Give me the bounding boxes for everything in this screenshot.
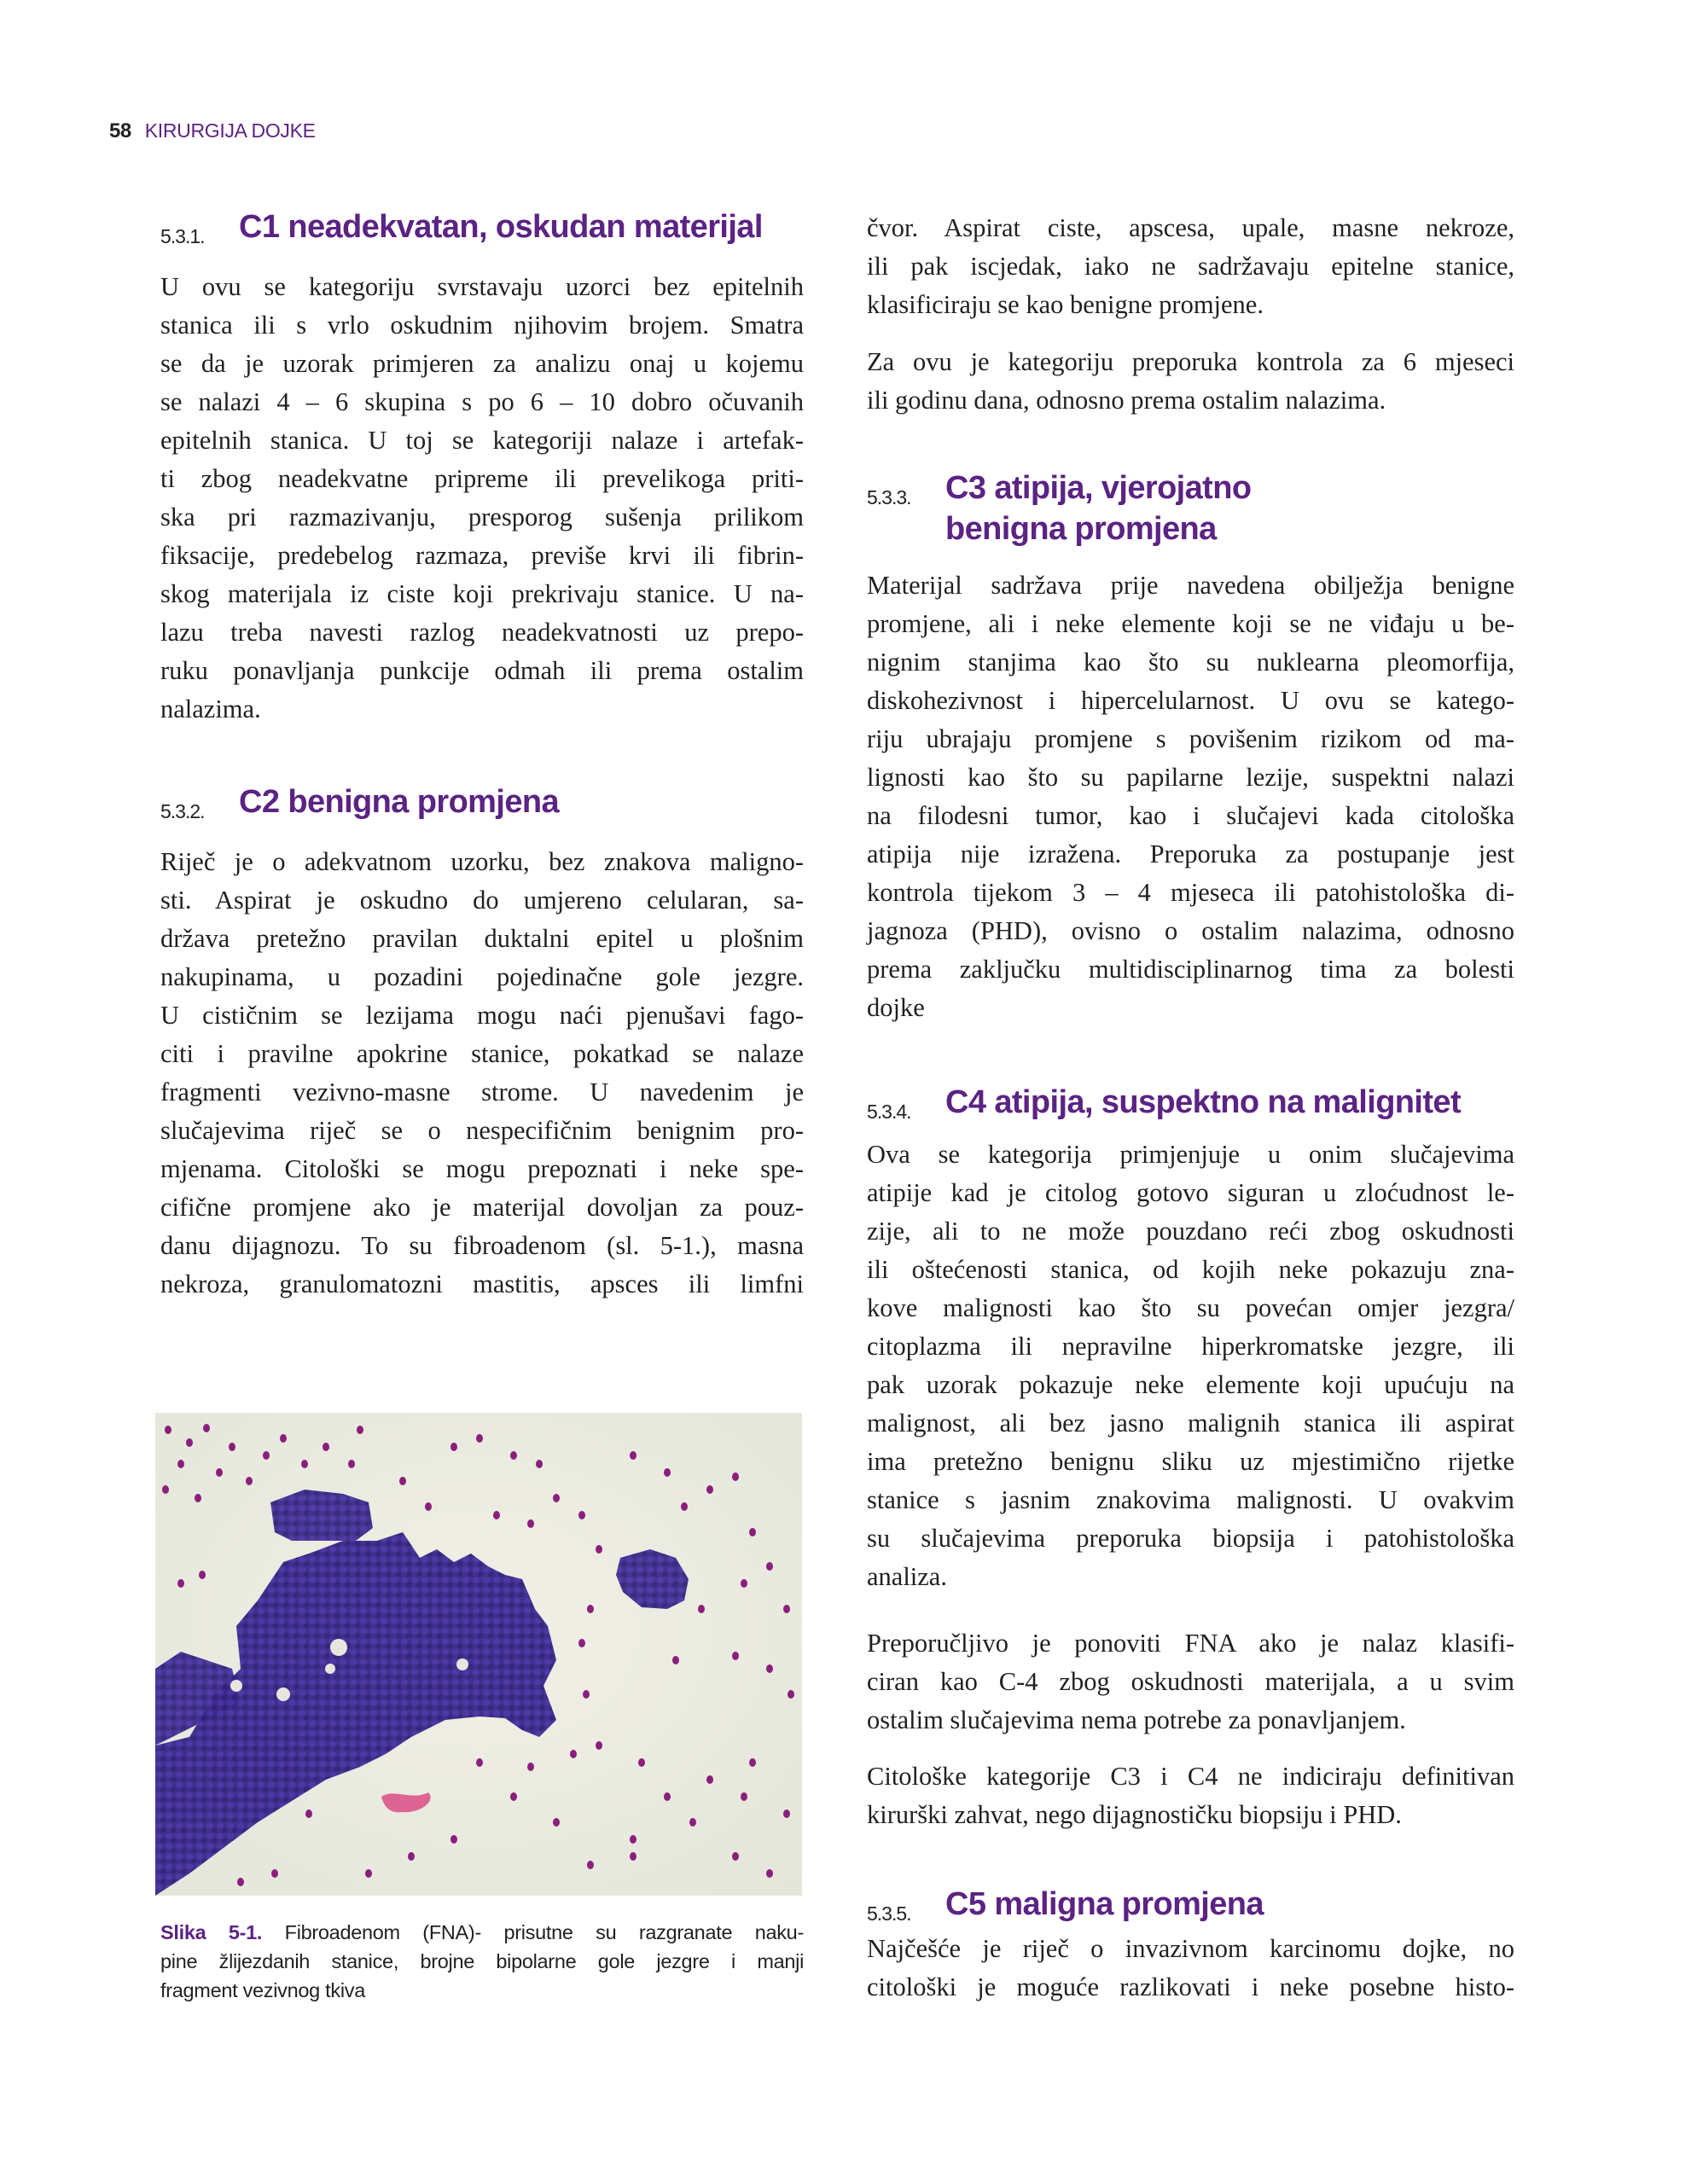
text-line: su slučajevima preporuka biopsija i patohistološka	[867, 1524, 1514, 1553]
caption-line: fragment vezivnog tkiva	[160, 1979, 365, 2001]
text-line: fragmenti vezivno-masne strome. U navedenim je	[160, 1077, 804, 1107]
text-line: ili godinu dana, odnosno prema ostalim nalazima.	[867, 386, 1386, 415]
text-line: Riječ je o adekvatnom uzorku, bez znakova maligno-	[160, 847, 804, 876]
text-line: dojke	[867, 993, 925, 1022]
figure-5-1-micrograph	[155, 1413, 802, 1896]
text-line: fiksacije, predebelog razmaza, previše krvi ili fibrin-	[160, 541, 804, 570]
text-line: analiza.	[867, 1562, 947, 1591]
figure-label: Slika 5-1.	[160, 1921, 263, 1943]
text-line: kontrola tijekom 3 – 4 mjeseca ili patohistološka di-	[867, 878, 1514, 907]
section-title-line-2: benigna promjena	[945, 511, 1217, 547]
text-line: nalazima.	[160, 694, 261, 723]
text-line: citološki je moguće razlikovati i neke posebne histo-	[867, 1972, 1514, 2001]
text-line: prema zaključku multidisciplinarnog tima za bolesti	[867, 955, 1514, 984]
text-line: Materijal sadržava prije navedena obilježja benigne	[867, 571, 1514, 600]
text-line: U cističnim se lezijama mogu naći pjenušavi fago-	[160, 1001, 804, 1030]
text-line: ili pak iscjedak, iako ne sadržavaju epitelne stanice,	[867, 252, 1514, 281]
text-line: citi i pravilne apokrine stanice, pokatkad se nalaze	[160, 1039, 804, 1068]
text-line: kirurški zahvat, nego dijagnostičku biopsiju i PHD.	[867, 1800, 1402, 1829]
section-number: 5.3.1.	[160, 225, 205, 247]
text-line: pak uzorak pokazuje neke elemente koji upućuju na	[867, 1370, 1514, 1399]
text-line: promjene, ali i neke elemente koji se ne viđaju u be-	[867, 609, 1514, 638]
section-title: C1 neadekvatan, oskudan materijal	[239, 209, 763, 245]
section-number: 5.3.3.	[867, 486, 911, 508]
text-line: lazu treba navesti razlog neadekvatnosti uz prepo-	[160, 618, 804, 647]
section-number: 5.3.2.	[160, 800, 205, 822]
text-line: stanice s jasnim znakovima malignosti. U ovakvim	[867, 1485, 1514, 1514]
text-line: se da je uzorak primjeren za analizu onaj u kojemu	[160, 349, 804, 378]
text-line: cifične promjene ako je materijal dovoljan za pouz-	[160, 1193, 804, 1222]
caption-text: Fibroadenom (FNA)- prisutne su razgranate naku-	[262, 1921, 804, 1943]
section-number: 5.3.4.	[867, 1101, 911, 1123]
text-line: stanica ili s vrlo oskudnim njihovim brojem. Smatra	[160, 311, 804, 340]
text-line: Citološke kategorije C3 i C4 ne indiciraju definitivan	[867, 1762, 1514, 1791]
caption-line: pine žlijezdanih stanice, brojne bipolarne gole jezgre i manji	[160, 1950, 804, 1972]
text-line: ciran kao C-4 zbog oskudnosti materijala, a u svim	[867, 1667, 1514, 1696]
text-line: ti zbog neadekvatne pripreme ili prevelikoga priti-	[160, 464, 804, 493]
text-line: Za ovu je kategoriju preporuka kontrola za 6 mjeseci	[867, 347, 1514, 376]
text-line: se nalazi 4 – 6 skupina s po 6 – 10 dobro očuvanih	[160, 387, 804, 416]
text-line: Najčešće je riječ o invazivnom karcinomu dojke, no	[867, 1934, 1514, 1963]
text-line: nignim stanjima kao što su nuklearna pleomorfija,	[867, 648, 1514, 677]
running-head	[109, 119, 316, 145]
text-line: sti. Aspirat je oskudno do umjereno celularan, sa-	[160, 886, 804, 915]
section-title-line-1: C3 atipija, vjerojatno	[945, 470, 1252, 506]
text-line: Preporučljivo je ponoviti FNA ako je nalaz klasifi-	[867, 1629, 1514, 1658]
section-title: C5 maligna promjena	[945, 1886, 1264, 1922]
text-line: kove malignosti kao što su povećan omjer jezgra/	[867, 1293, 1514, 1322]
text-line: ska pri razmazivanju, presporog sušenja prilikom	[160, 502, 804, 531]
text-line: jagnoza (PHD), ovisno o ostalim nalazima, odnosno	[867, 916, 1514, 945]
text-line: ruku ponavljanja punkcije odmah ili prema ostalim	[160, 656, 804, 685]
text-line: nekroza, granulomatozni mastitis, apsces ili limfni	[160, 1269, 804, 1298]
text-line: danu dijagnozu. To su fibroadenom (sl. 5-1.), masna	[160, 1231, 804, 1260]
section-number: 5.3.5.	[867, 1902, 911, 1925]
text-line: epitelnih stanica. U toj se kategoriji nalaze i artefak-	[160, 426, 804, 455]
text-line: atipije kad je citolog gotovo siguran u zloćudnost le-	[867, 1178, 1514, 1207]
text-line: skog materijala iz ciste koji prekrivaju stanice. U na-	[160, 579, 804, 608]
text-line: citoplazma ili nepravilne hiperkromatske jezgre, ili	[867, 1332, 1514, 1361]
text-line: lignosti kao što su papilarne lezije, suspektni nalazi	[867, 763, 1514, 792]
text-line: ostalim slučajevima nema potrebe za ponavljanjem.	[867, 1705, 1406, 1734]
book-title: KIRURGIJA DOJKE	[144, 119, 316, 142]
section-title: C2 benigna promjena	[239, 784, 560, 820]
text-line: U ovu se kategoriju svrstavaju uzorci bez epitelnih	[160, 272, 804, 301]
text-line: mjenama. Citološki se mogu prepoznati i neke spe-	[160, 1154, 804, 1183]
text-line: slučajevima riječ se o nespecifičnim benignim pro-	[160, 1116, 804, 1145]
text-line: klasificiraju se kao benigne promjene.	[867, 290, 1264, 319]
text-line: malignost, ali bez jasno malignih stanica ili aspirat	[867, 1409, 1514, 1438]
text-line: ima pretežno benignu sliku uz mjestimično rijetke	[867, 1447, 1514, 1476]
text-line: atipija nije izražena. Preporuka za postupanje jest	[867, 839, 1514, 868]
text-line: riju ubrajaju promjene s povišenim rizikom od ma-	[867, 724, 1514, 753]
section-title: C4 atipija, suspektno na malignitet	[945, 1084, 1462, 1120]
text-line: nakupinama, u pozadini pojedinačne gole jezgre.	[160, 962, 804, 991]
text-line: zije, ali to ne može pouzdano reći zbog oskudnosti	[867, 1217, 1514, 1246]
text-line: država pretežno pravilan duktalni epitel u plošnim	[160, 924, 804, 953]
text-line: diskohezivnost i hipercelularnost. U ovu se katego-	[867, 686, 1514, 715]
text-line: čvor. Aspirat ciste, apscesa, upale, masne nekroze,	[867, 213, 1514, 242]
text-line: na filodesni tumor, kao i slučajevi kada citološka	[867, 801, 1514, 830]
text-line: Ova se kategorija primjenjuje u onim slučajevima	[867, 1140, 1514, 1169]
cytology-image-icon	[155, 1413, 802, 1896]
page-number: 58	[109, 119, 131, 142]
text-line: ili oštećenosti stanica, od kojih neke pokazuju zna-	[867, 1255, 1514, 1284]
caption-line	[160, 1918, 804, 1947]
